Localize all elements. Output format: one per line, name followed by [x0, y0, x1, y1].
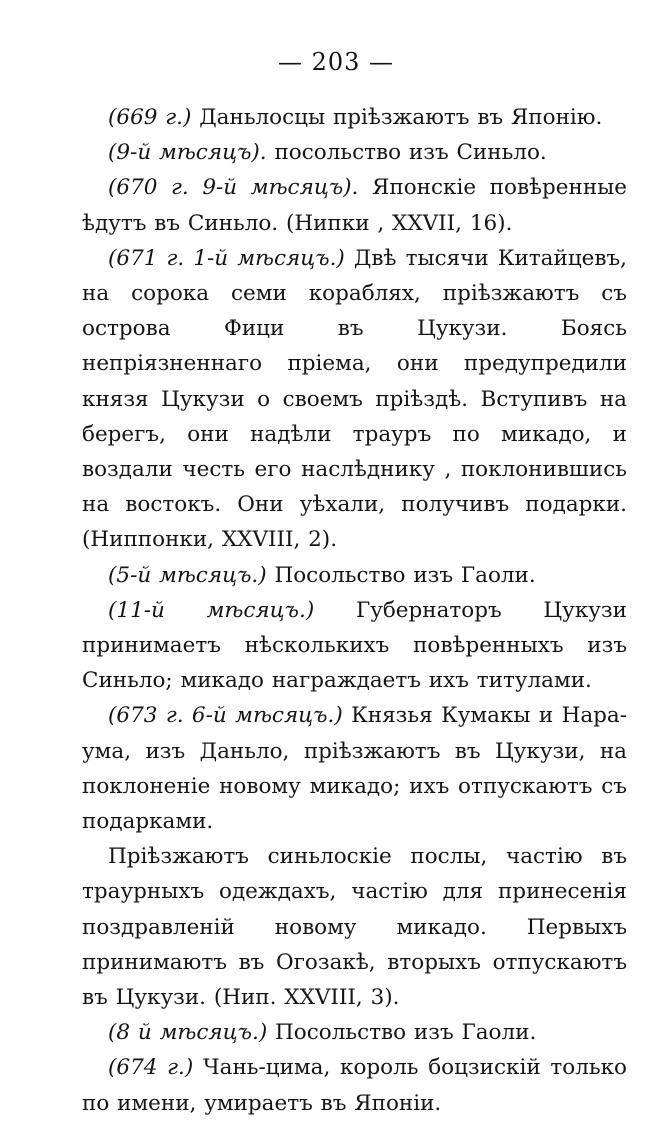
page-text: [82, 100, 627, 1121]
paragraph: [82, 241, 627, 558]
paragraph: [82, 698, 627, 839]
date-lead: (5-й мѣсяцъ.): [108, 562, 267, 588]
paragraph: [82, 100, 627, 135]
paragraph-text: Посольство изъ Гаоли.: [267, 1020, 537, 1046]
paragraph-text: Князья Кумакы и Нара-ума, изъ Даньло, пріѣзжаютъ въ Цукузи, на поклоненіе новому микадо; ихъ отпускаютъ съ подарками.: [82, 703, 627, 835]
paragraph-text: посольство изъ Синьло.: [266, 140, 547, 166]
paragraph-text: Пріѣзжаютъ синьлоскіе послы, частію въ траурныхъ одеждахъ, частію для принесенія поздравленій новому микадо. Первыхъ принимаютъ въ Огозакѣ, вторыхъ отпускаютъ въ Цукузи. (Нип. XXVIII, 3).: [82, 844, 627, 1011]
page-number: — 203 —: [277, 48, 395, 76]
paragraph-text: Чань-цима, король боцзискій только по имени, умираетъ въ Японіи.: [82, 1055, 627, 1116]
paragraph-text: Посольство изъ Гаоли.: [266, 562, 536, 588]
date-lead: (11-й мѣсяцъ.): [108, 597, 315, 623]
paragraph-text: Двѣ тысячи Китайцевъ, на сорока семи кораблях, пріѣзжаютъ съ острова Фици въ Цукузи. Боясь непріязненнаго пріема, они предупредили князя Цукузи о своемъ пріѣздѣ. Вступивъ на берегъ, они надѣли трауръ по микадо, и воздали честь его наслѣднику , поклонившись на востокъ. Они уѣхали, получивъ подарки. (Ниппонки, XXVIII, 2).: [82, 245, 627, 553]
paragraph: [82, 839, 627, 1015]
paragraph: [82, 558, 627, 593]
paragraph: [82, 593, 627, 699]
paragraph: [82, 170, 627, 240]
paragraph-text: Японскіе повѣренные ѣдутъ въ Синьло. (Нипки , XXVII, 16).: [82, 175, 627, 236]
date-lead: (674 г.): [108, 1055, 194, 1081]
paragraph: [82, 1015, 627, 1050]
paragraph-text: Даньлосцы пріѣзжаютъ въ Японію.: [191, 105, 603, 130]
date-lead: (673 г. 6-й мѣсяцъ.): [108, 703, 343, 729]
date-lead: (9-й мѣсяцъ).: [108, 140, 267, 166]
date-lead: (669 г.): [108, 105, 192, 130]
date-lead: (670 г. 9-й мѣсяцъ).: [108, 175, 359, 201]
date-lead: (671 г. 1-й мѣсяцъ.): [108, 245, 345, 271]
paragraph-text: Губернаторъ Цукузи принимаетъ нѣсколькихъ повѣренныхъ изъ Синьло; микадо награждаетъ ихъ титулами.: [82, 597, 627, 694]
date-lead: (8 й мѣсяцъ.): [108, 1020, 268, 1046]
paragraph: [82, 135, 627, 170]
paragraph: [82, 1050, 627, 1120]
